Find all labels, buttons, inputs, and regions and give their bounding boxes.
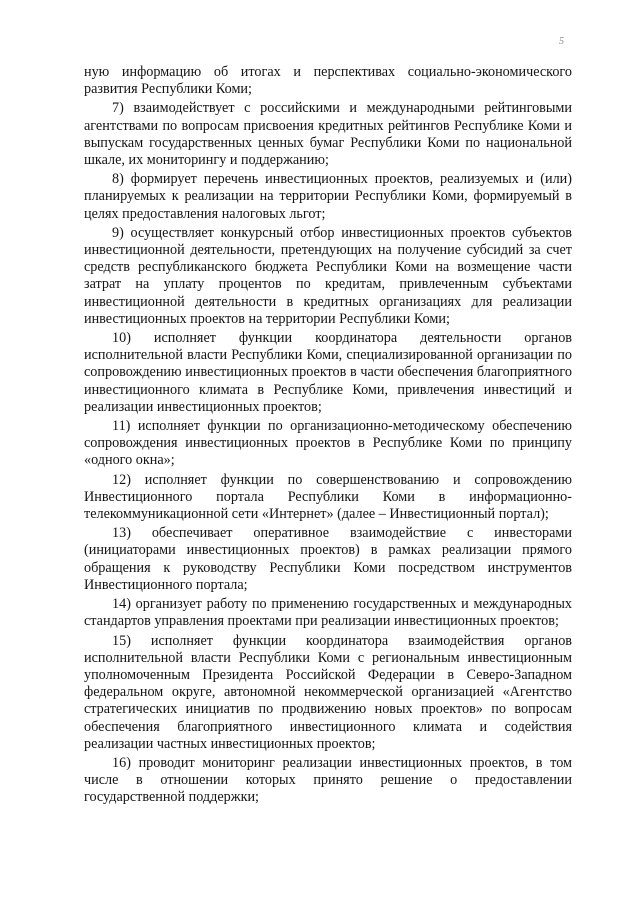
paragraph-item-9: 9) осуществляет конкурсный отбор инвестиционных проектов субъектов инвестиционной деятельности, претендующих на получение субсидий за счет средств республиканского бюджета Республики Коми на возмещение части затрат на уплату процентов по кредитам, привлеченным субъектами инвестиционной деятельности в кредитных организациях для реализации инвестиционных проектов на территории Республики Коми; — [84, 224, 572, 327]
paragraph-item-11: 11) исполняет функции по организационно-методическому обеспечению сопровождения инвестиционных проектов в Республике Коми по принципу «одного окна»; — [84, 418, 572, 469]
document-body — [84, 64, 572, 809]
page-number: 5 — [559, 36, 564, 47]
paragraph-continued: ную информацию об итогах и перспективах социально-экономического развития Республики Коми; — [84, 64, 572, 98]
paragraph-item-8: 8) формирует перечень инвестиционных проектов, реализуемых и (или) планируемых к реализации на территории Республики Коми, формируемый в целях предоставления налоговых льгот; — [84, 171, 572, 222]
paragraph-item-7: 7) взаимодействует с российскими и международными рейтинговыми агентствами по вопросам присвоения кредитных рейтингов Республике Коми и выпускам государственных ценных бумаг Республики Коми по национальной шкале, их мониторингу и поддержанию; — [84, 100, 572, 169]
paragraph-item-10: 10) исполняет функции координатора деятельности органов исполнительной власти Республики Коми, специализированной организации по сопровождению инвестиционных проектов в части обеспечения благоприятного инвестиционного климата в Республике Коми, привлечения инвестиций и реализации инвестиционных проектов; — [84, 330, 572, 415]
paragraph-item-14: 14) организует работу по применению государственных и международных стандартов управления проектами при реализации инвестиционных проектов; — [84, 596, 572, 630]
paragraph-item-13: 13) обеспечивает оперативное взаимодействие с инвесторами (инициаторами инвестиционных проектов) в рамках реализации прямого обращения к руководству Республики Коми посредством инструментов Инвестиционного портала; — [84, 525, 572, 593]
paragraph-item-15: 15) исполняет функции координатора взаимодействия органов исполнительной власти Республики Коми с региональным инвестиционным уполномоченным Президента Российской Федерации в Северо-Западном федеральном округе, автономной некоммерческой организацией «Агентство стратегических инициатив по продвижению новых проектов» по вопросам обеспечения благоприятного инвестиционного климата и содействия реализации частных инвестиционных проектов; — [84, 632, 572, 752]
paragraph-item-16: 16) проводит мониторинг реализации инвестиционных проектов, в том числе в отношении которых принято решение о предоставлении государственной поддержки; — [84, 754, 572, 806]
paragraph-item-12: 12) исполняет функции по совершенствованию и сопровождению Инвестиционного портала Республики Коми в информационно-телекоммуникационной сети «Интернет» (далее – Инвестиционный портал); — [84, 471, 572, 523]
